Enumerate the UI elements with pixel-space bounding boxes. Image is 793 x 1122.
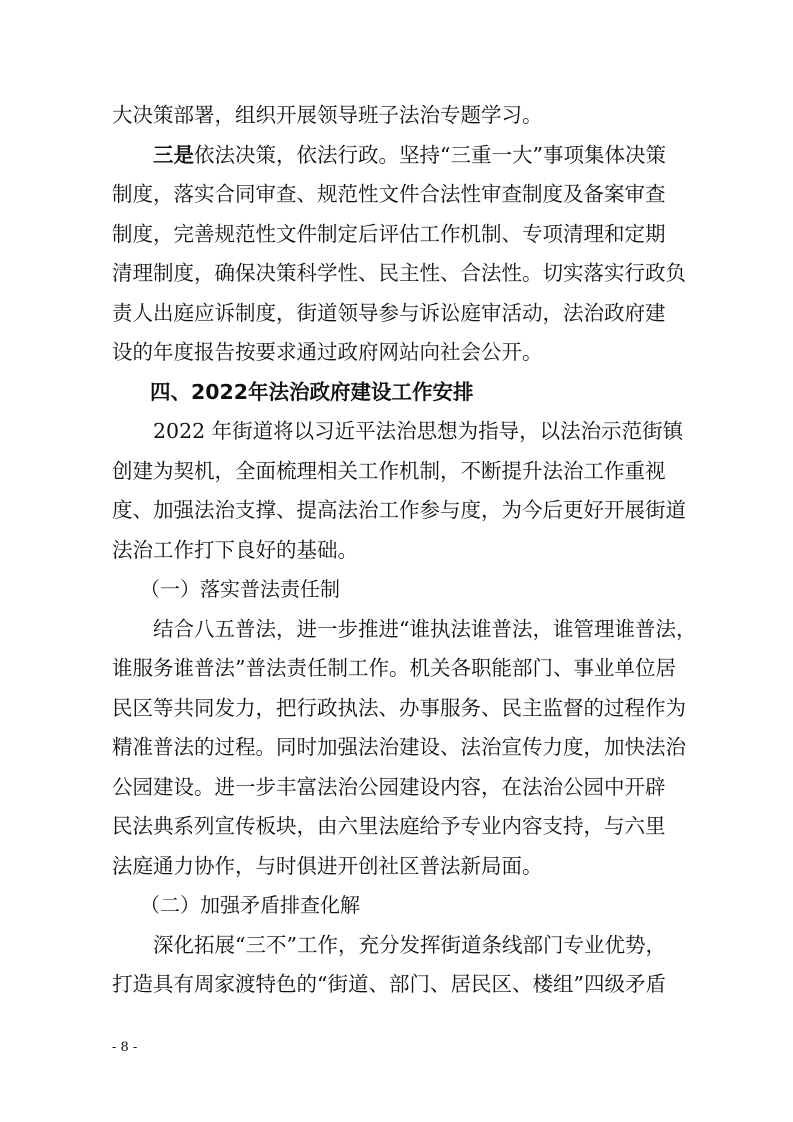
paragraph-line: 大决策部署，组织开展领导班子法治专题学习。 [112,103,543,127]
bold-lead-text: 三是 [153,142,194,167]
paragraph-line: 清理制度，确保决策科学性、民主性、合法性。切实落实行政负 [112,261,686,286]
paragraph-line: 制度，完善规范性文件制定后评估工作机制、专项清理和定期 [112,221,666,246]
paragraph-line [153,141,666,169]
paragraph-line: 制度，落实合同审查、规范性文件合法性审查制度及备案审查 [112,182,666,207]
paragraph-line: 深化拓展“三不”工作，充分发挥街道条线部门专业优势， [153,932,666,957]
paragraph-line: 责人出庭应诉制度，街道领导参与诉讼庭审活动，法治政府建 [112,300,666,325]
paragraph-line: 民法典系列宣传板块，由六里法庭给予专业内容支持，与六里 [112,814,666,839]
paragraph-line: 谁服务谁普法”普法责任制工作。机关各职能部门、事业单位居 [112,656,676,681]
paragraph-line: 法治工作打下良好的基础。 [112,537,358,562]
paragraph-line: 民区等共同发力，把行政执法、办事服务、民主监督的过程作为 [112,695,686,720]
subsection-heading: （一）落实普法责任制 [140,577,340,602]
paragraph-line: 精准普法的过程。同时加强法治建设、法治宣传力度，加快法治 [112,735,686,760]
page-number: - 8 - [112,1040,138,1055]
paragraph-line: 结合八五普法，进一步推进“谁执法谁普法，谁管理谁普法， [153,616,697,641]
paragraph-line: 打造具有周家渡特色的“街道、部门、居民区、楼组”四级矛盾 [112,972,666,997]
paragraph-text: 依法决策，依法行政。坚持“三重一大”事项集体决策 [194,142,666,167]
paragraph-line: 2022 年街道将以习近平法治思想为指导，以法治示范街镇 [153,419,684,444]
paragraph-line: 设的年度报告按要求通过政府网站向社会公开。 [112,340,543,365]
paragraph-line: 法庭通力协作，与时俱进开创社区普法新局面。 [112,853,543,878]
paragraph-line: 度、加强法治支撑、提高法治工作参与度，为今后更好开展街道 [112,498,686,523]
paragraph-line: 创建为契机，全面梳理相关工作机制，不断提升法治工作重视 [112,458,666,483]
section-heading: 四、2022年法治政府建设工作安排 [150,379,474,404]
paragraph-line: 公园建设。进一步丰富法治公园建设内容，在法治公园中开辟 [112,774,666,799]
subsection-heading: （二）加强矛盾排查化解 [140,893,360,918]
